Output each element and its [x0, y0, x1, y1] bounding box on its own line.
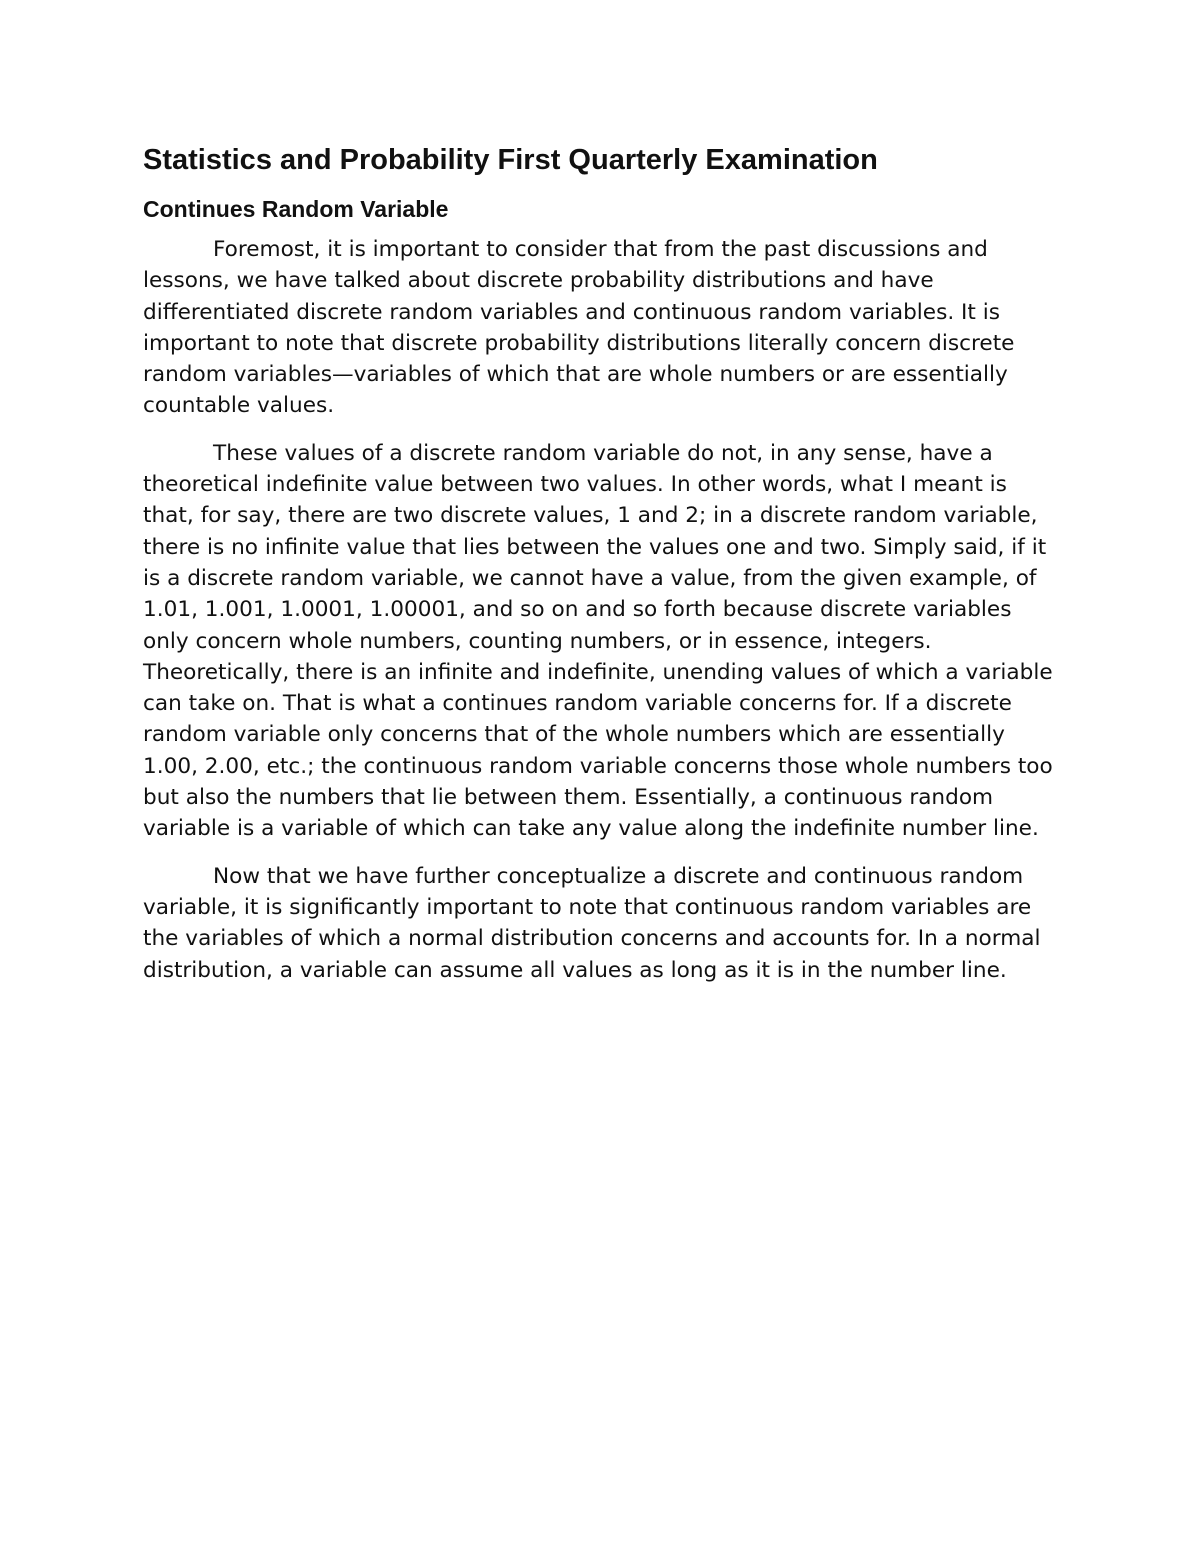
paragraph-2: These values of a discrete random variable do not, in any sense, have a theoretical indefinite value between two values. In other words, what I meant is that, for say, there are two discrete values, 1 and 2; in a discrete random variable, there is no infinite value that lies between the values one and two. Simply said, if it is a discrete random variable, we cannot have a value, from the given example, of 1.01, 1.001, 1.0001, 1.00001, and so on and so forth because discrete variables only concern whole numbers, counting numbers, or in essence, integers. Theoretically, there is an infinite and indefinite, unending values of which a variable can take on. That is what a continues random variable concerns for. If a discrete random variable only concerns that of the whole numbers which are essentially 1.00, 2.00, etc.; the continuous random variable concerns those whole numbers too but also the numbers that lie between them. Essentially, a continuous random variable is a variable of which can take any value along the indefinite number line.	[143, 440, 1053, 842]
paragraph-1: Foremost, it is important to consider that from the past discussions and lessons, we have talked about discrete probability distributions and have differentiated discrete random variables and continuous random variables. It is important to note that discrete probability distributions literally concern discrete random variables—variables of which that are whole numbers or are essentially countable values.	[143, 237, 1015, 419]
document-body	[143, 140, 1063, 1002]
paragraph-3: Now that we have further conceptualize a discrete and continuous random variable, it is significantly important to note that continuous random variables are the variables of which a normal distribution concerns and accounts for. In a normal distribution, a variable can assume all values as long as it is in the number line.	[143, 863, 1041, 983]
section-heading: Continues Random Variable	[143, 196, 449, 222]
document-title: Statistics and Probability First Quarterly Examination	[143, 144, 878, 176]
